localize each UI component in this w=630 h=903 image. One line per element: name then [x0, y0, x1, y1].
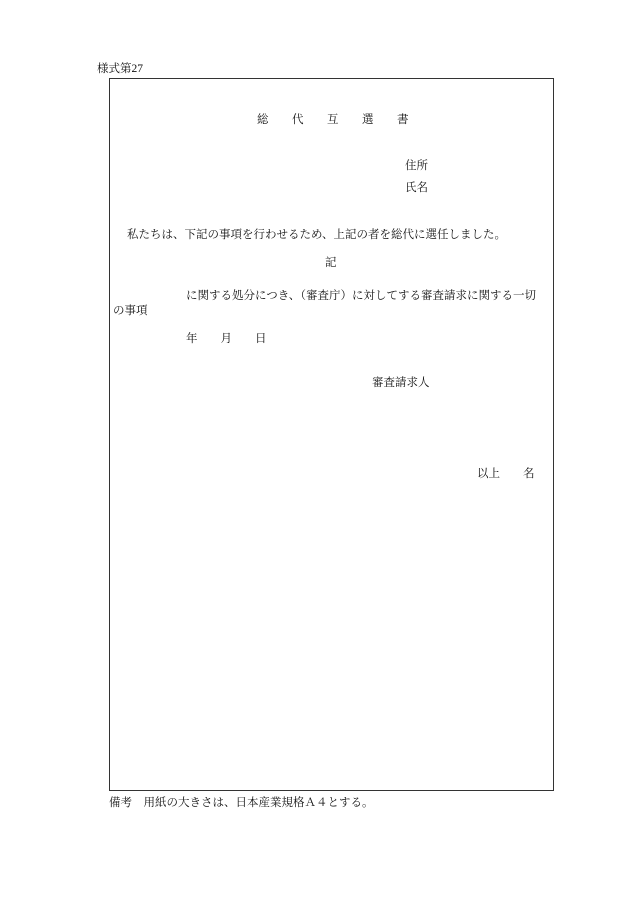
document-title: 総代互選書	[257, 114, 432, 126]
member-count: 以上 名	[477, 468, 535, 480]
remarks-note: 備考 用紙の大きさは、日本産業規格Ａ４とする。	[109, 797, 374, 809]
matter-line-1: に関する処分につき、（審査庁）に対してする審査請求に関する一切	[186, 290, 537, 302]
form-number: 様式第27	[97, 63, 143, 75]
address-label: 住所	[405, 160, 428, 172]
statement-text: 私たちは、下記の事項を行わせるため、上記の者を総代に選任しました。	[127, 229, 507, 241]
name-label: 氏名	[405, 182, 428, 194]
ki-heading: 記	[325, 257, 337, 269]
matter-line-2: の事項	[113, 305, 148, 317]
requester-label: 審査請求人	[372, 377, 430, 389]
date-line: 年 月 日	[186, 333, 267, 345]
form-border-box	[109, 78, 554, 791]
